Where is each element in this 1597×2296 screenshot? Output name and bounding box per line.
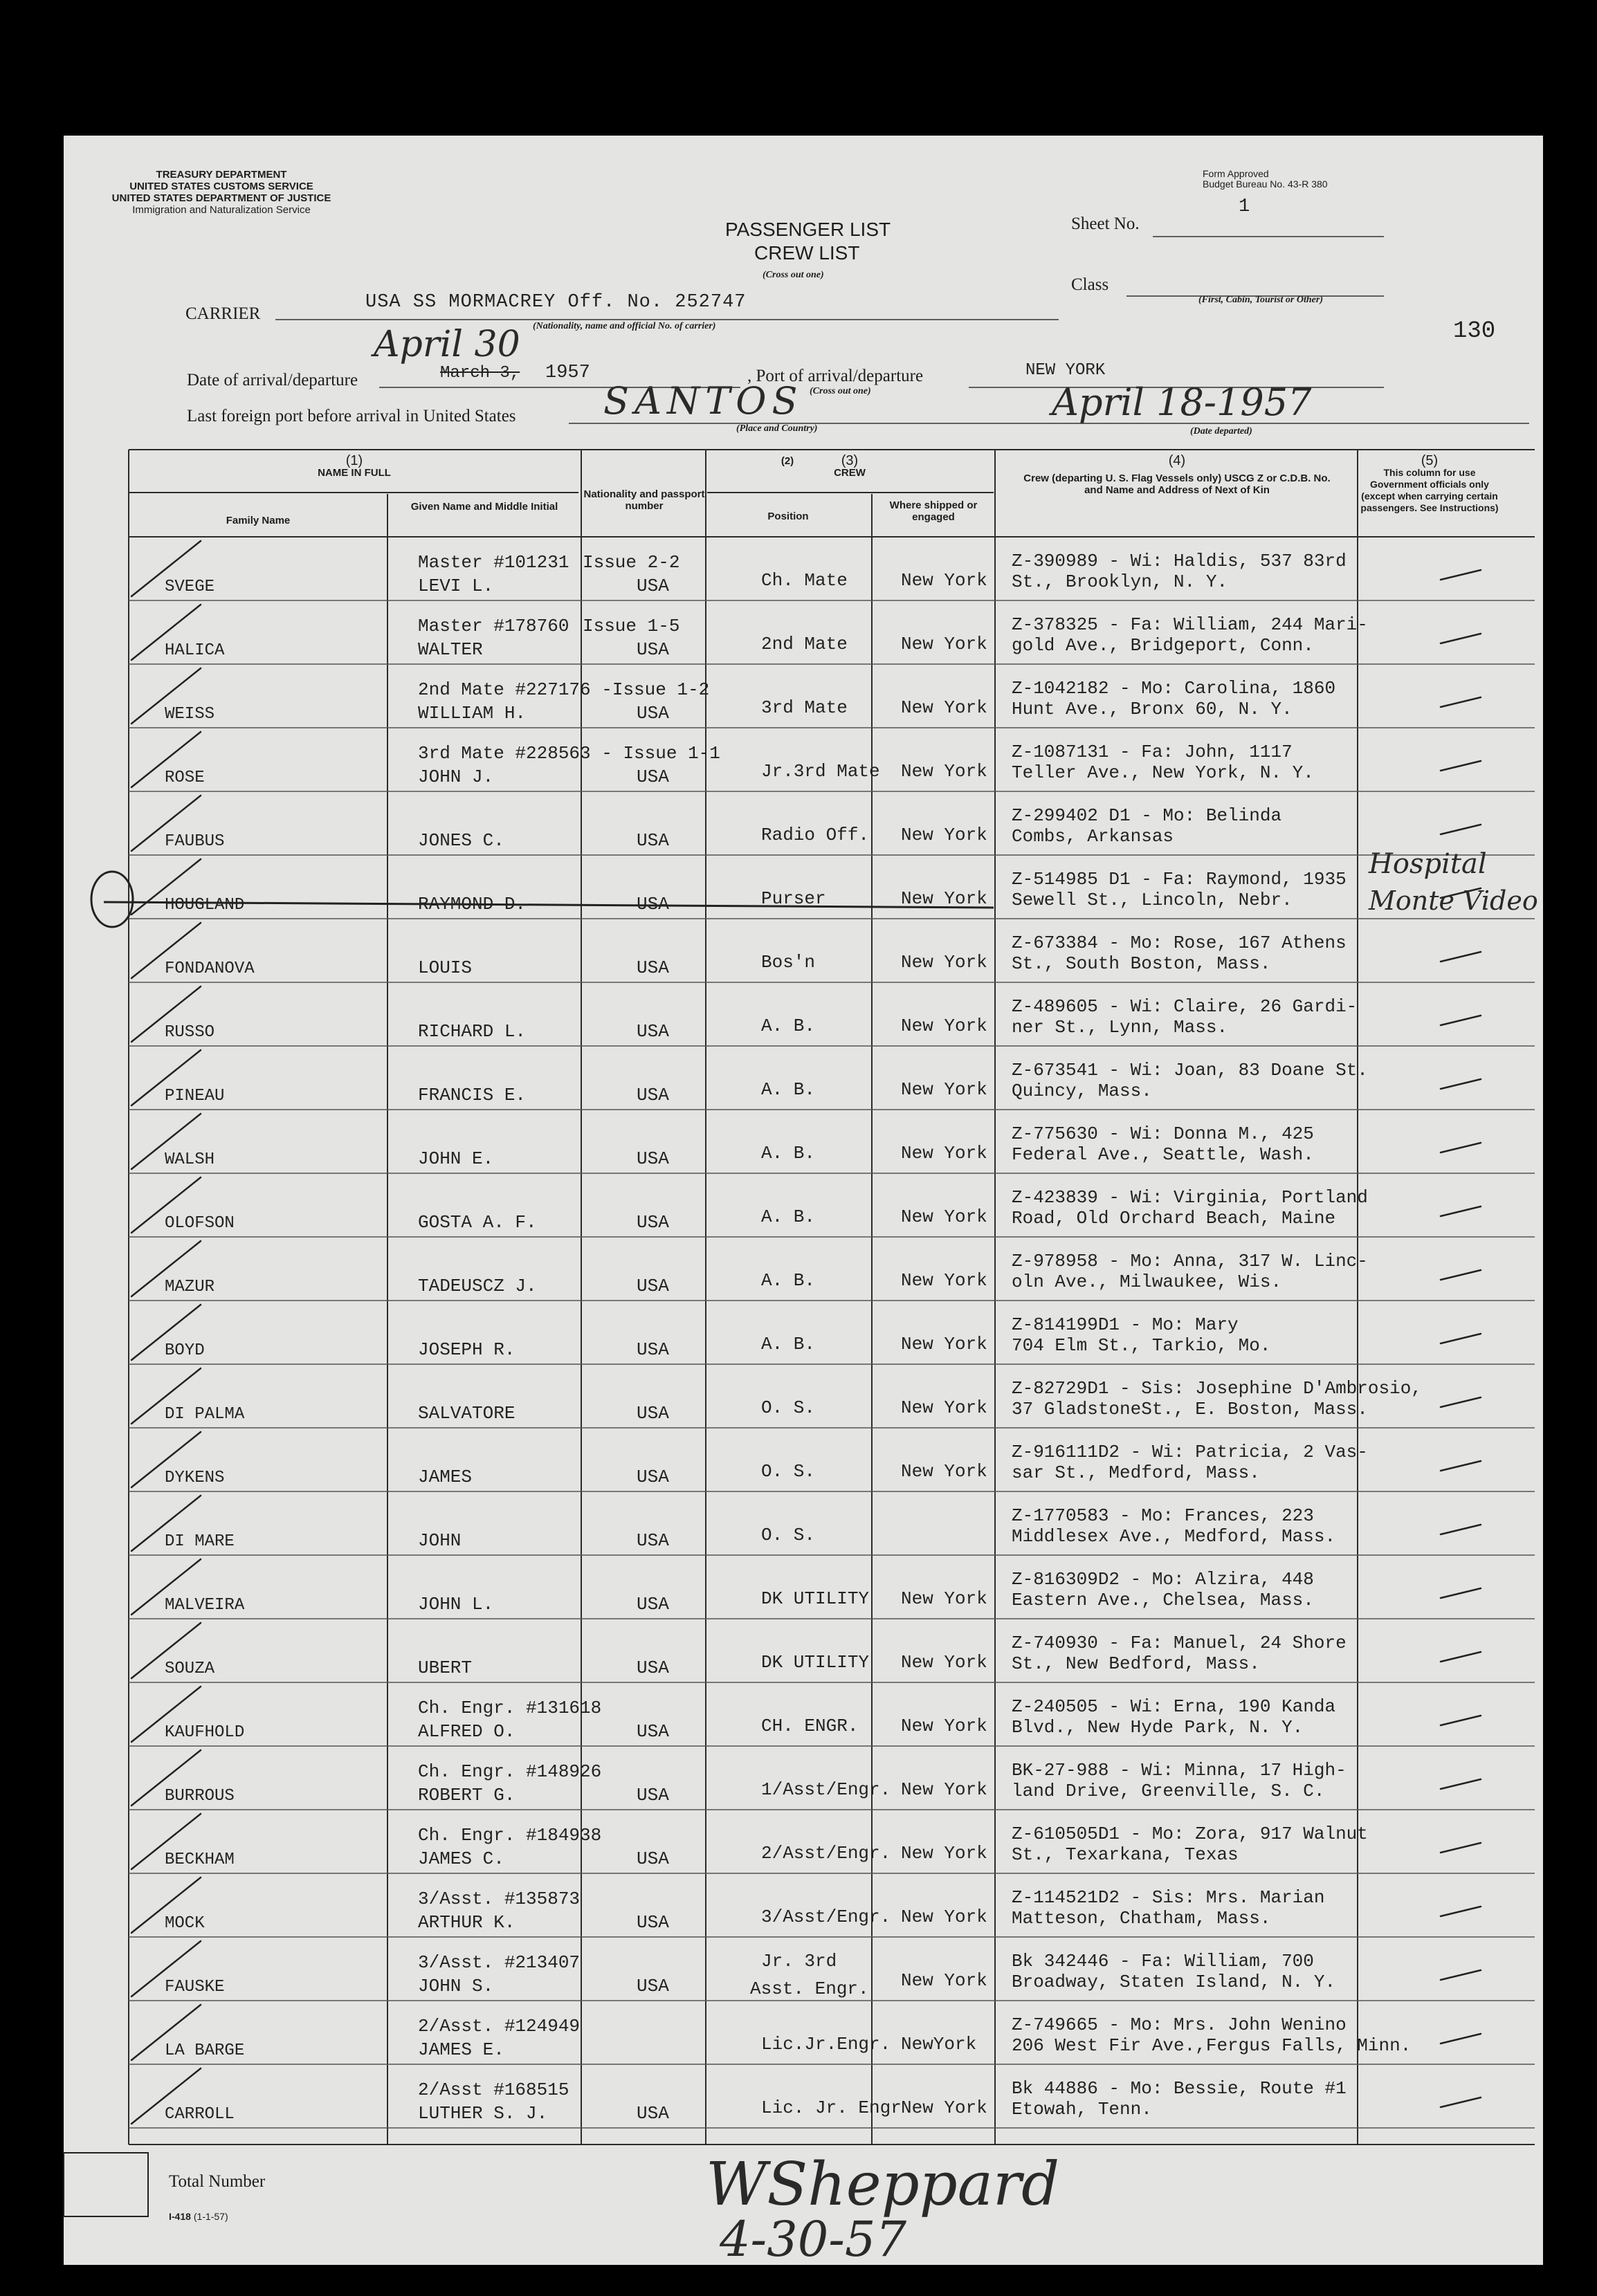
position-cell: A. B. (761, 1016, 816, 1036)
given-top-cell: 3rd Mate #228563 - Issue 1-1 (418, 743, 720, 764)
kin-line2-cell: Federal Ave., Seattle, Wash. (1012, 1144, 1314, 1165)
position-cell: A. B. (761, 1270, 816, 1291)
kin-line2-cell: St., Brooklyn, N. Y. (1012, 571, 1228, 592)
given-name-cell: ROBERT G. (418, 1785, 515, 1806)
kin-line1-cell: Z-82729D1 - Sis: Josephine D'Ambrosio, (1012, 1378, 1422, 1399)
shipped-cell: New York (901, 1270, 987, 1291)
nationality-cell: USA (637, 1276, 669, 1296)
col3-title: CREW (834, 467, 866, 479)
col1-number: (1) (345, 453, 363, 468)
class-label: Class (1071, 275, 1109, 294)
kin-line2-cell: Etowah, Tenn. (1012, 2099, 1152, 2120)
kin-line1-cell: Z-749665 - Mo: Mrs. John Wenino (1012, 2014, 1347, 2035)
position-cell: Lic. Jr. Engr (761, 2097, 902, 2118)
family-name-cell: FONDANOVA (165, 959, 255, 978)
nationality-cell: USA (637, 1594, 669, 1615)
kin-line2-cell: Broadway, Staten Island, N. Y. (1012, 1972, 1336, 1992)
kin-line1-cell: Z-740930 - Fa: Manuel, 24 Shore (1012, 1633, 1347, 1653)
carrier-value: USA SS MORMACREY Off. No. 252747 (365, 292, 747, 313)
kin-line2-cell: 37 GladstoneSt., E. Boston, Mass. (1012, 1399, 1368, 1420)
title-crew-list: CREW LIST (754, 242, 860, 264)
shipped-cell: New York (901, 1016, 987, 1036)
given-name-cell: RAYMOND D. (418, 894, 527, 915)
table-row (0, 1237, 1597, 1301)
position-cell: 3/Asst/Engr. (761, 1907, 891, 1927)
kin-line1-cell: Z-299402 D1 - Mo: Belinda (1012, 805, 1282, 826)
col3-number: (3) (841, 453, 859, 468)
position-cell: DK UTILITY (761, 1652, 870, 1673)
nationality-cell: USA (637, 1403, 669, 1424)
family-name-cell: FAUSKE (165, 1978, 225, 1996)
family-name-cell: BURROUS (165, 1787, 235, 1806)
kin-line1-cell: Z-489605 - Wi: Claire, 26 Gardi- (1012, 996, 1358, 1017)
col2-number: (2) (781, 455, 794, 467)
kin-line2-cell: sar St., Medford, Mass. (1012, 1462, 1260, 1483)
given-name-cell: UBERT (418, 1657, 473, 1678)
family-name-cell: OLOFSON (165, 1214, 235, 1233)
given-name-cell: LOUIS (418, 957, 473, 978)
given-name-cell: GOSTA A. F. (418, 1212, 537, 1233)
family-name-cell: KAUFHOLD (165, 1723, 245, 1742)
position-cell: O. S. (761, 1461, 816, 1482)
cross-out-hint: (Cross out one) (763, 270, 824, 280)
kin-line2-cell: Matteson, Chatham, Mass. (1012, 1908, 1271, 1929)
kin-line1-cell: Z-916111D2 - Wi: Patricia, 2 Vas- (1012, 1442, 1368, 1462)
position-cell: 2nd Mate (761, 634, 848, 654)
given-name-cell: SALVATORE (418, 1403, 515, 1424)
given-top-cell: 3/Asst. #213407 (418, 1952, 581, 1973)
place-hint: (Place and Country) (736, 423, 818, 434)
position-cell: A. B. (761, 1334, 816, 1354)
given-top-cell: Ch. Engr. #131618 (418, 1698, 602, 1718)
table-row (0, 1810, 1597, 1873)
signature: WSheppard (706, 2150, 1060, 2219)
family-name-cell: DI MARE (165, 1532, 235, 1551)
nationality-cell: USA (637, 1848, 669, 1869)
nationality-cell: USA (637, 1467, 669, 1487)
kin-line2-cell: Road, Old Orchard Beach, Maine (1012, 1208, 1336, 1229)
col2-title: Nationality and passport number (583, 488, 705, 512)
nationality-cell: USA (637, 957, 669, 978)
position2-cell: Asst. Engr. (750, 1978, 869, 1999)
carrier-label: CARRIER (185, 304, 261, 323)
given-name-cell: JOHN (418, 1530, 462, 1551)
given-name-cell: JOHN L. (418, 1594, 494, 1615)
table-row (0, 1682, 1597, 1746)
position-cell: Ch. Mate (761, 570, 848, 591)
page-number: 130 (1453, 318, 1496, 345)
table-row (0, 982, 1597, 1046)
position-cell: O. S. (761, 1397, 816, 1418)
last-port-label: Last foreign port before arrival in United States (187, 407, 516, 425)
kin-line1-cell: Z-673541 - Wi: Joan, 83 Doane St. (1012, 1060, 1368, 1081)
table-row (0, 1873, 1597, 1937)
shipped-cell: New York (901, 697, 987, 718)
given-name-cell: LUTHER S. J. (418, 2103, 548, 2124)
family-name-cell: MALVEIRA (165, 1596, 245, 1615)
nationality-cell: USA (637, 894, 669, 915)
budget-bureau-label: Budget Bureau No. 43-R 380 (1203, 178, 1328, 190)
position-cell: O. S. (761, 1525, 816, 1545)
table-row (0, 1428, 1597, 1491)
table-row (0, 664, 1597, 728)
port-value: NEW YORK (1025, 361, 1106, 380)
kin-line2-cell: Middlesex Ave., Medford, Mass. (1012, 1526, 1336, 1547)
shipped-cell: New York (901, 1716, 987, 1736)
nationality-cell: USA (637, 576, 669, 596)
kin-line2-cell: 704 Elm St., Tarkio, Mo. (1012, 1335, 1271, 1356)
table-row (0, 791, 1597, 855)
kin-line1-cell: Z-514985 D1 - Fa: Raymond, 1935 (1012, 869, 1347, 890)
nationality-cell: USA (637, 703, 669, 724)
annotation-hospital: Hospital (1369, 848, 1487, 880)
position-cell: A. B. (761, 1206, 816, 1227)
family-name-cell: PINEAU (165, 1087, 225, 1105)
agency-line-1: TREASURY DEPARTMENT (156, 169, 287, 181)
given-name-cell: ARTHUR K. (418, 1912, 515, 1933)
shipped-cell: New York (901, 1779, 987, 1800)
kin-line1-cell: Z-816309D2 - Mo: Alzira, 448 (1012, 1569, 1314, 1590)
family-name-cell: RUSSO (165, 1023, 215, 1042)
table-row (0, 728, 1597, 791)
nationality-top-cell: Issue 2-2 (583, 552, 680, 573)
shipped-cell: New York (901, 1843, 987, 1864)
shipped-cell: New York (901, 1079, 987, 1100)
date-struck: March 3, (440, 364, 520, 383)
shipped-cell: New York (901, 1652, 987, 1673)
last-port-value: SANTOS (603, 379, 803, 423)
shipped-cell: New York (901, 1907, 987, 1927)
kin-line1-cell: Z-240505 - Wi: Erna, 190 Kanda (1012, 1696, 1336, 1717)
position-cell: 3rd Mate (761, 697, 848, 718)
given-top-cell: Master #178760 (418, 616, 569, 636)
kin-line1-cell: Z-978958 - Mo: Anna, 317 W. Linc- (1012, 1251, 1368, 1271)
shipped-cell: New York (901, 570, 987, 591)
kin-line1-cell: Z-1770583 - Mo: Frances, 223 (1012, 1505, 1314, 1526)
nationality-cell: USA (637, 1085, 669, 1105)
family-name-cell: DI PALMA (165, 1405, 245, 1424)
total-number-label: Total Number (169, 2172, 266, 2191)
form-number-code: I-418 (169, 2211, 191, 2222)
given-name-cell: JAMES (418, 1467, 473, 1487)
table-row (0, 1937, 1597, 2001)
kin-line1-cell: BK-27-988 - Wi: Minna, 17 High- (1012, 1760, 1347, 1781)
nationality-cell: USA (637, 1530, 669, 1551)
family-name-cell: MOCK (165, 1914, 205, 1933)
kin-line2-cell: land Drive, Greenville, S. C. (1012, 1781, 1325, 1801)
given-name-cell: RICHARD L. (418, 1021, 527, 1042)
position-cell: Bos'n (761, 952, 816, 973)
kin-line2-cell: St., South Boston, Mass. (1012, 953, 1271, 974)
form-number-date: (1-1-57) (193, 2211, 228, 2222)
carrier-hint: (Nationality, name and official No. of carrier) (533, 321, 716, 331)
col5-number: (5) (1421, 453, 1439, 468)
shipped-cell: New York (901, 952, 987, 973)
kin-line2-cell: oln Ave., Milwaukee, Wis. (1012, 1271, 1282, 1292)
kin-line1-cell: Bk 44886 - Mo: Bessie, Route #1 (1012, 2078, 1347, 2099)
kin-line1-cell: Z-814199D1 - Mo: Mary (1012, 1314, 1239, 1335)
nationality-cell: USA (637, 1912, 669, 1933)
table-row (0, 600, 1597, 664)
position-cell: Radio Off. (761, 825, 870, 845)
kin-line2-cell: Combs, Arkansas (1012, 826, 1174, 847)
family-name-cell: DYKENS (165, 1469, 225, 1487)
shipped-cell: New York (901, 761, 987, 782)
shipped-cell: New York (901, 1206, 987, 1227)
position-cell: Jr. 3rd (761, 1951, 837, 1972)
shipped-cell: NewYork (901, 2034, 977, 2055)
table-row (0, 1746, 1597, 1810)
table-row (0, 855, 1597, 919)
table-row (0, 1110, 1597, 1173)
table-row (0, 1619, 1597, 1682)
agency-line-4: Immigration and Naturalization Service (132, 204, 311, 216)
nationality-cell: USA (637, 1976, 669, 1996)
table-row (0, 537, 1597, 600)
given-top-cell: 3/Asst. #135873 (418, 1889, 581, 1909)
agency-line-3: UNITED STATES DEPARTMENT OF JUSTICE (111, 192, 331, 204)
col1-title: NAME IN FULL (318, 467, 391, 479)
kin-line2-cell: ner St., Lynn, Mass. (1012, 1017, 1228, 1038)
nationality-cell: USA (637, 1212, 669, 1233)
nationality-cell: USA (637, 2103, 669, 2124)
shipped-cell: New York (901, 1143, 987, 1164)
shipped-cell: New York (901, 1397, 987, 1418)
total-number-box (64, 2153, 148, 2216)
given-top-cell: 2/Asst #168515 (418, 2079, 569, 2100)
col3b-header: Where shipped or engaged (889, 499, 978, 523)
position-cell: Lic.Jr.Engr. (761, 2034, 891, 2055)
kin-line1-cell: Z-1042182 - Mo: Carolina, 1860 (1012, 678, 1336, 699)
given-name-cell: JAMES E. (418, 2039, 504, 2060)
kin-line2-cell: Quincy, Mass. (1012, 1081, 1152, 1101)
col1b-header: Given Name and Middle Initial (410, 501, 558, 513)
sheet-label: Sheet No. (1071, 214, 1140, 233)
kin-line1-cell: Z-775630 - Wi: Donna M., 425 (1012, 1123, 1314, 1144)
cross-out-hint-2: (Cross out one) (810, 386, 871, 396)
kin-line2-cell: Sewell St., Lincoln, Nebr. (1012, 890, 1293, 910)
position-cell: CH. ENGR. (761, 1716, 859, 1736)
position-cell: 1/Asst/Engr. (761, 1779, 891, 1800)
table-row (0, 1555, 1597, 1619)
table-row (0, 1301, 1597, 1364)
family-name-cell: CARROLL (165, 2105, 235, 2124)
position-cell: A. B. (761, 1079, 816, 1100)
nationality-cell: USA (637, 639, 669, 660)
shipped-cell: New York (901, 1970, 987, 1991)
position-cell: Purser (761, 888, 826, 909)
nationality-cell: USA (637, 830, 669, 851)
kin-line2-cell: St., Texarkana, Texas (1012, 1844, 1239, 1865)
table-row (0, 2001, 1597, 2064)
table-row (0, 1364, 1597, 1428)
col5-title: This column for use Government officials only (except when carrying certain passengers. See Instructions) (1360, 467, 1499, 513)
kin-line1-cell: Z-1087131 - Fa: John, 1117 (1012, 742, 1293, 762)
given-name-cell: TADEUSCZ J. (418, 1276, 537, 1296)
title-passenger-list: PASSENGER LIST (725, 219, 891, 240)
agency-line-2: UNITED STATES CUSTOMS SERVICE (129, 181, 313, 192)
family-name-cell: LA BARGE (165, 2041, 245, 2060)
shipped-cell: New York (901, 888, 987, 909)
shipped-cell: New York (901, 634, 987, 654)
given-top-cell: Ch. Engr. #148926 (418, 1761, 602, 1782)
kin-line1-cell: Z-378325 - Fa: William, 244 Mari- (1012, 614, 1368, 635)
class-hint: (First, Cabin, Tourist or Other) (1198, 295, 1323, 305)
kin-line1-cell: Z-423839 - Wi: Virginia, Portland (1012, 1187, 1368, 1208)
given-name-cell: WALTER (418, 639, 483, 660)
given-name-cell: JOHN E. (418, 1148, 494, 1169)
table-row (0, 2064, 1597, 2128)
kin-line2-cell: Eastern Ave., Chelsea, Mass. (1012, 1590, 1314, 1610)
col1a-header: Family Name (226, 515, 291, 526)
given-name-cell: LEVI L. (418, 576, 494, 596)
family-name-cell: ROSE (165, 769, 205, 787)
given-name-cell: JOSEPH R. (418, 1339, 515, 1360)
kin-line1-cell: Z-390989 - Wi: Haldis, 537 83rd (1012, 551, 1347, 571)
nationality-cell: USA (637, 1021, 669, 1042)
shipped-cell: New York (901, 825, 987, 845)
family-name-cell: BOYD (165, 1341, 205, 1360)
family-name-cell: SVEGE (165, 578, 215, 596)
position-cell: Jr.3rd Mate (761, 761, 880, 782)
form-approved-label: Form Approved (1203, 168, 1269, 179)
position-cell: A. B. (761, 1143, 816, 1164)
kin-line2-cell: gold Ave., Bridgeport, Conn. (1012, 635, 1314, 656)
family-name-cell: FAUBUS (165, 832, 225, 851)
family-name-cell: WALSH (165, 1150, 215, 1169)
table-row (0, 1491, 1597, 1555)
date-handwritten: April 30 (374, 324, 520, 365)
date-year: 1957 (545, 362, 590, 383)
kin-line1-cell: Z-114521D2 - Sis: Mrs. Marian (1012, 1887, 1325, 1908)
port-label: , Port of arrival/departure (747, 367, 924, 385)
nationality-cell: USA (637, 1721, 669, 1742)
table-row (0, 1173, 1597, 1237)
nationality-cell: USA (637, 1148, 669, 1169)
family-name-cell: WEISS (165, 705, 215, 724)
kin-line2-cell: St., New Bedford, Mass. (1012, 1653, 1260, 1674)
family-name-cell: HOUGLAND (165, 896, 245, 915)
signature-date: 4-30-57 (720, 2211, 906, 2268)
shipped-cell: New York (901, 1588, 987, 1609)
kin-line2-cell: Teller Ave., New York, N. Y. (1012, 762, 1314, 783)
position-cell: 2/Asst/Engr. (761, 1843, 891, 1864)
family-name-cell: HALICA (165, 641, 225, 660)
shipped-cell: New York (901, 1461, 987, 1482)
given-name-cell: ALFRED O. (418, 1721, 515, 1742)
given-top-cell: 2nd Mate #227176 -Issue 1-2 (418, 679, 710, 700)
table-row (0, 1046, 1597, 1110)
family-name-cell: MAZUR (165, 1278, 215, 1296)
col4-title: Crew (departing U. S. Flag Vessels only) USCG Z or C.D.B. No. and Name and Address of Next of Kin (1023, 472, 1331, 496)
nationality-cell: USA (637, 1657, 669, 1678)
date-departed-hint: (Date departed) (1190, 426, 1252, 437)
given-name-cell: JONES C. (418, 830, 504, 851)
table-row (0, 919, 1597, 982)
given-name-cell: JOHN J. (418, 766, 494, 787)
given-name-cell: JAMES C. (418, 1848, 504, 1869)
date-label: Date of arrival/departure (187, 371, 358, 389)
shipped-cell: New York (901, 1334, 987, 1354)
given-name-cell: JOHN S. (418, 1976, 494, 1996)
kin-line1-cell: Z-673384 - Mo: Rose, 167 Athens (1012, 933, 1347, 953)
given-top-cell: Ch. Engr. #184938 (418, 1825, 602, 1846)
kin-line2-cell: 206 West Fir Ave.,Fergus Falls, Minn. (1012, 2035, 1412, 2056)
nationality-cell: USA (637, 766, 669, 787)
family-name-cell: SOUZA (165, 1660, 215, 1678)
col3a-header: Position (767, 511, 809, 522)
kin-line2-cell: Blvd., New Hyde Park, N. Y. (1012, 1717, 1304, 1738)
form-number (169, 2211, 228, 2222)
nationality-cell: USA (637, 1339, 669, 1360)
col4-number: (4) (1168, 453, 1186, 468)
family-name-cell: BECKHAM (165, 1850, 235, 1869)
date-departed-value: April 18-1957 (1052, 380, 1312, 424)
nationality-top-cell: Issue 1-5 (583, 616, 680, 636)
sheet-number: 1 (1239, 196, 1250, 217)
given-top-cell: Master #101231 (418, 552, 569, 573)
given-name-cell: WILLIAM H. (418, 703, 527, 724)
kin-line1-cell: Z-610505D1 - Mo: Zora, 917 Walnut (1012, 1824, 1368, 1844)
shipped-cell: New York (901, 2097, 987, 2118)
position-cell: DK UTILITY (761, 1588, 870, 1609)
kin-line1-cell: Bk 342446 - Fa: William, 700 (1012, 1951, 1314, 1972)
nationality-cell: USA (637, 1785, 669, 1806)
given-top-cell: 2/Asst. #124949 (418, 2016, 581, 2037)
kin-line2-cell: Hunt Ave., Bronx 60, N. Y. (1012, 699, 1293, 719)
annotation-montevideo: Monte Video (1369, 885, 1538, 916)
given-name-cell: FRANCIS E. (418, 1085, 527, 1105)
